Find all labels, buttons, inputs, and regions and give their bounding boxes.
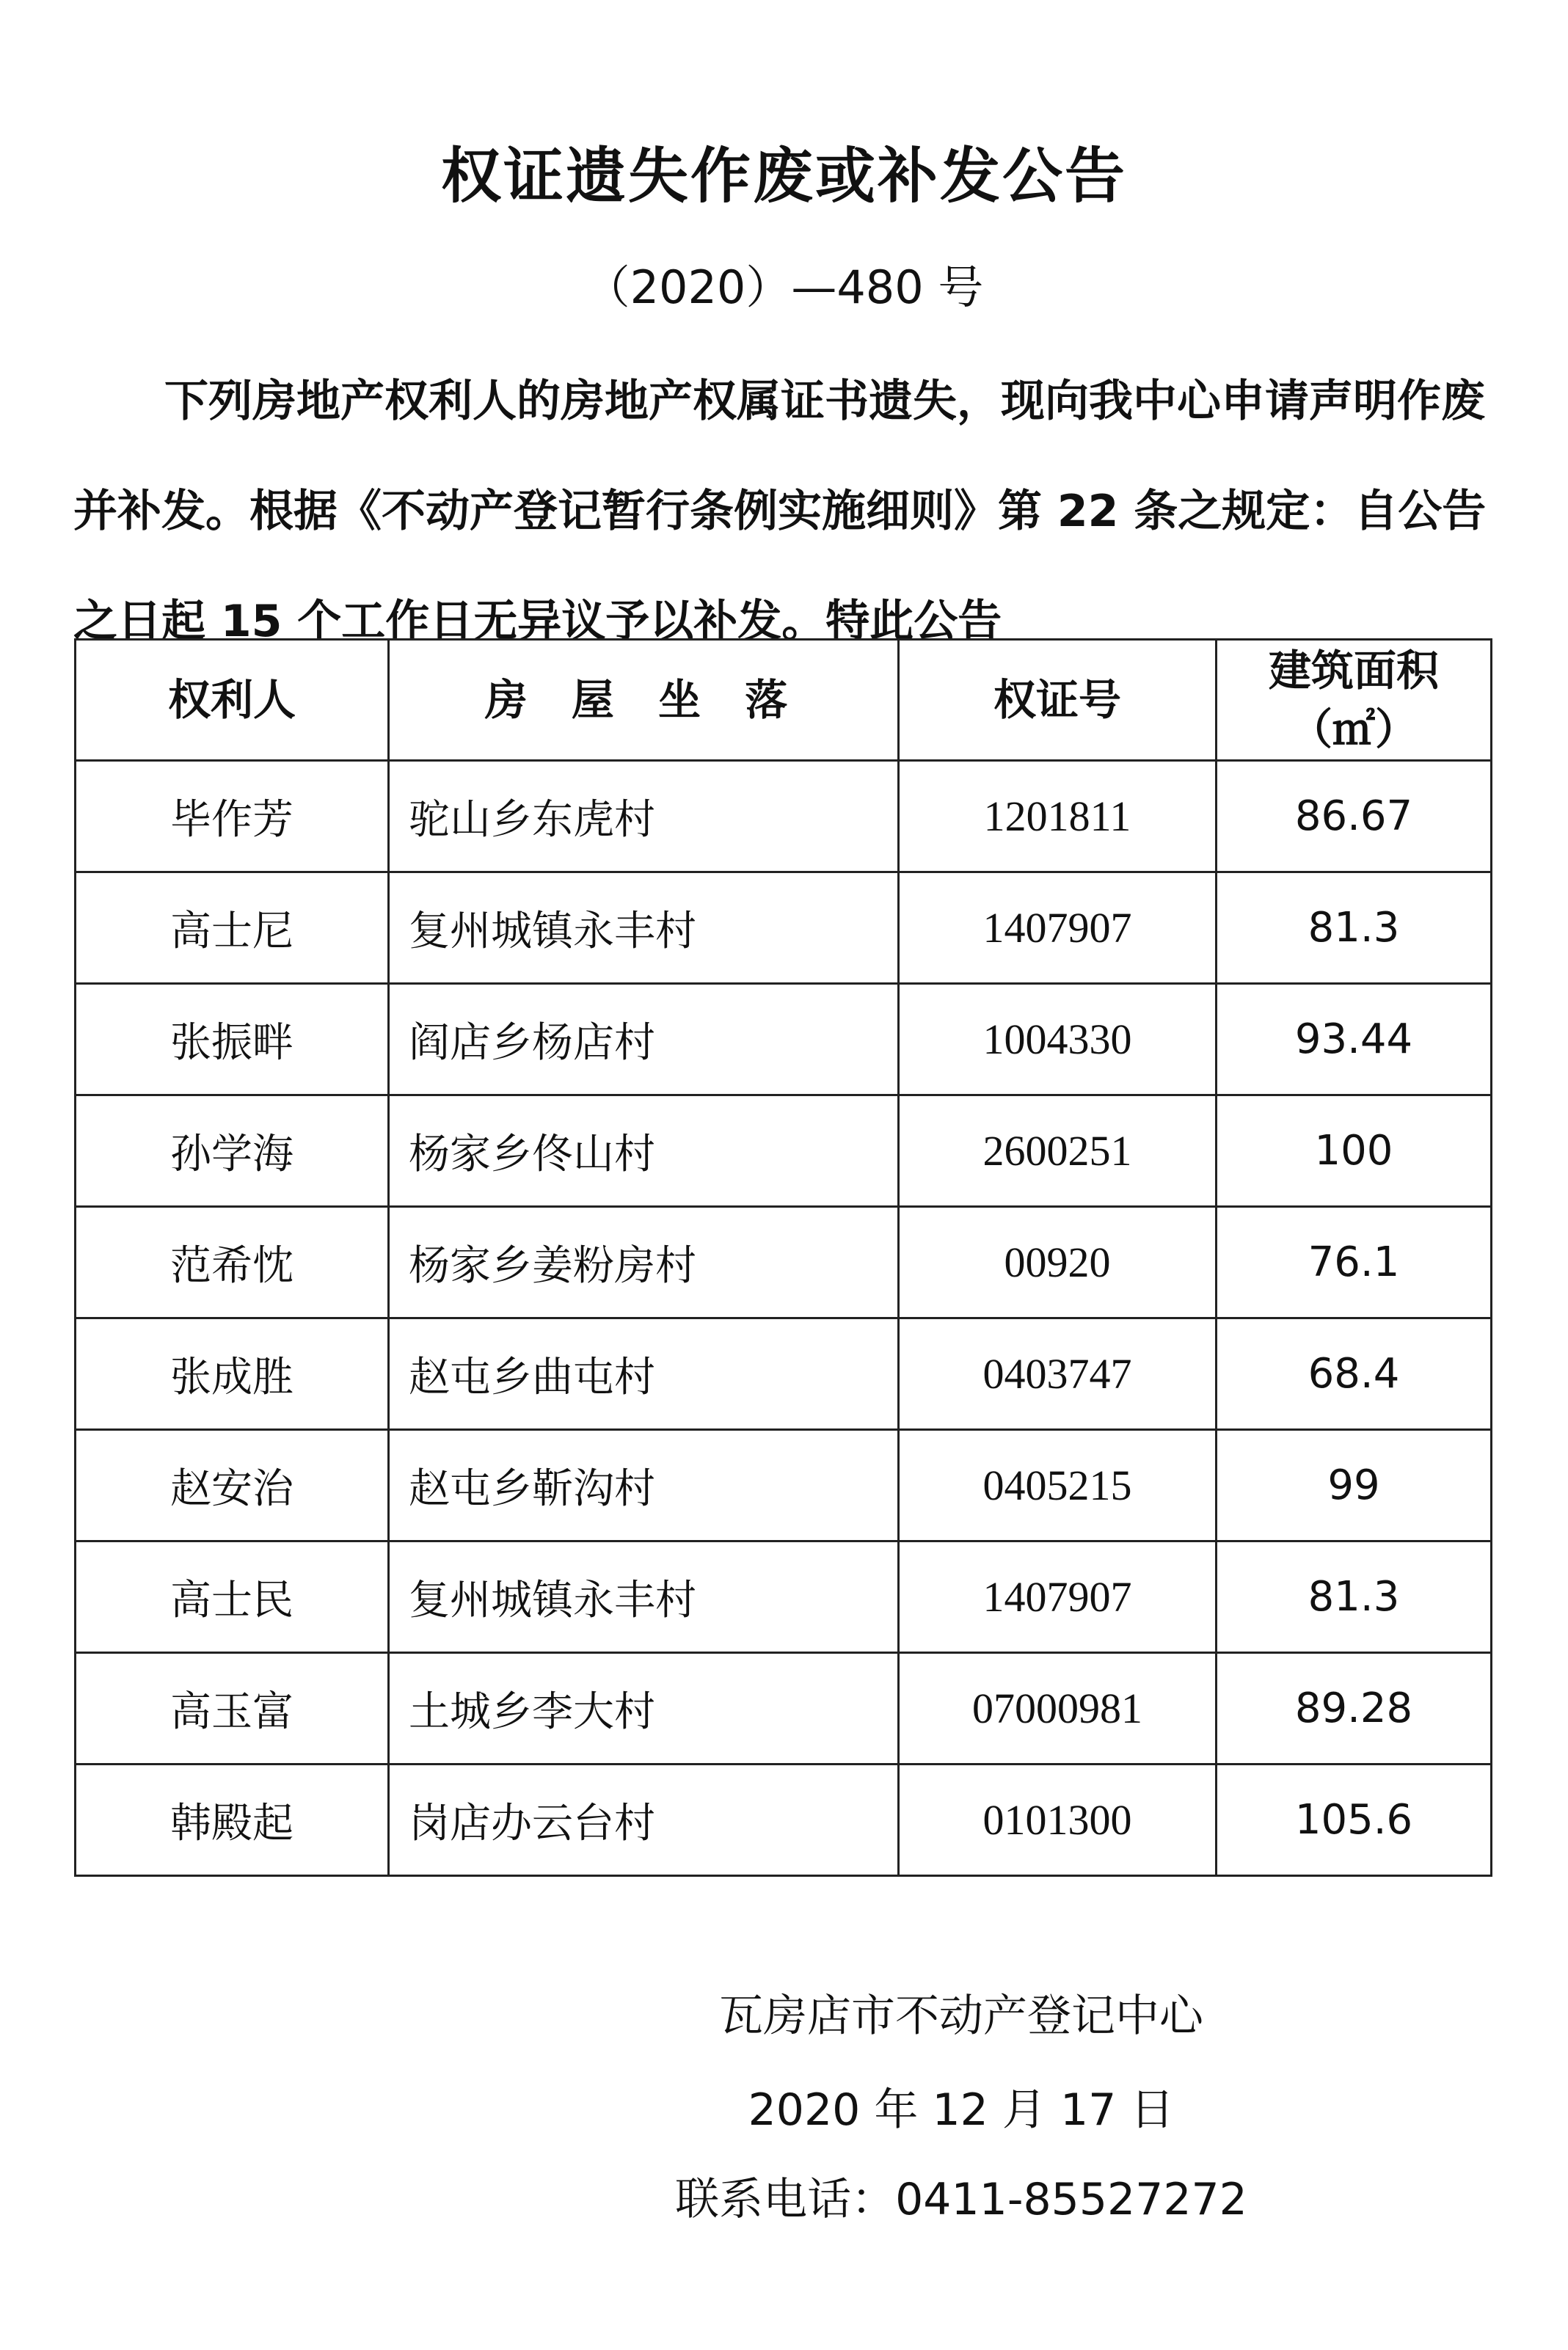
cert-no-cell: 0405215 [899,1430,1217,1541]
owner-cell: 高士民 [76,1541,389,1653]
header-location: 房 屋 坐 落 [389,640,899,761]
table-row [76,984,1492,1095]
table-row [76,1430,1492,1541]
owner-cell: 赵安治 [76,1430,389,1541]
table-row [76,872,1492,984]
cert-no-cell: 1004330 [899,984,1217,1095]
header-area [1217,640,1492,761]
table-row [76,1207,1492,1318]
owner-cell: 韩殿起 [76,1765,389,1876]
location-cell: 杨家乡佟山村 [389,1095,899,1207]
location-cell: 驼山乡东虎村 [389,761,899,872]
document-number: （2020）—480 号 [584,260,984,314]
table-row [76,1318,1492,1430]
area-cell: 105.6 [1217,1765,1492,1876]
location-cell: 赵屯乡靳沟村 [389,1430,899,1541]
cert-no-cell: 0403747 [899,1318,1217,1430]
contact-phone: 联系电话：0411-85527272 [675,2174,1247,2225]
issue-date: 2020 年 12 月 17 日 [748,2084,1175,2136]
header-area-label: 建筑面积 [1268,646,1439,696]
header-area-unit: （㎡） [1289,704,1418,754]
cert-no-cell: 07000981 [899,1653,1217,1765]
owner-cell: 张振畔 [76,984,389,1095]
table-header-row [76,640,1492,761]
location-cell: 复州城镇永丰村 [389,872,899,984]
issuing-organization: 瓦房店市不动产登记中心 [719,1990,1203,2042]
table-body [76,761,1492,1876]
owner-cell: 张成胜 [76,1318,389,1430]
owner-cell: 毕作芳 [76,761,389,872]
certificate-table [74,638,1492,1877]
notice-body: 下列房地产权利人的房地产权属证书遗失，现向我中心申请声明作废并补发。根据《不动产登记暂行条例实施细则》第 22 条之规定：自公告之日起 15 个工作日无异议予以补发。特此公告 [73,376,1487,647]
area-cell: 93.44 [1217,984,1492,1095]
table-row [76,1541,1492,1653]
owner-cell: 高士尼 [76,872,389,984]
owner-cell: 范希忱 [76,1207,389,1318]
area-cell: 89.28 [1217,1653,1492,1765]
area-cell: 86.67 [1217,761,1492,872]
cert-no-cell: 2600251 [899,1095,1217,1207]
cert-no-cell: 1201811 [899,761,1217,872]
location-cell: 阎店乡杨店村 [389,984,899,1095]
area-cell: 68.4 [1217,1318,1492,1430]
area-cell: 76.1 [1217,1207,1492,1318]
table-row [76,1095,1492,1207]
cert-no-cell: 1407907 [899,872,1217,984]
cert-no-cell: 0101300 [899,1765,1217,1876]
area-cell: 81.3 [1217,1541,1492,1653]
area-cell: 100 [1217,1095,1492,1207]
location-cell: 赵屯乡曲屯村 [389,1318,899,1430]
owner-cell: 孙学海 [76,1095,389,1207]
notice-title: 权证遗失作废或补发公告 [440,142,1127,211]
location-cell: 复州城镇永丰村 [389,1541,899,1653]
header-owner: 权利人 [76,640,389,761]
area-cell: 99 [1217,1430,1492,1541]
table-row [76,1765,1492,1876]
location-cell: 岗店办云台村 [389,1765,899,1876]
location-cell: 土城乡李大村 [389,1653,899,1765]
area-cell: 81.3 [1217,872,1492,984]
location-cell: 杨家乡姜粉房村 [389,1207,899,1318]
owner-cell: 高玉富 [76,1653,389,1765]
table-row [76,761,1492,872]
header-cert-no: 权证号 [899,640,1217,761]
table-row [76,1653,1492,1765]
cert-no-cell: 00920 [899,1207,1217,1318]
cert-no-cell: 1407907 [899,1541,1217,1653]
